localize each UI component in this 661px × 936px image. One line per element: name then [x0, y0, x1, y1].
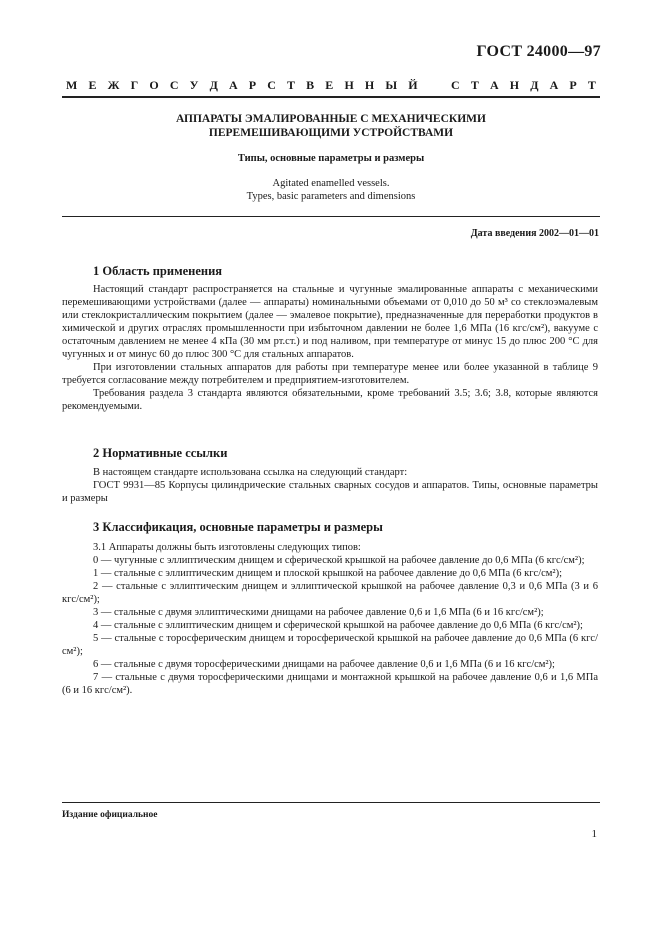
- paragraph: В настоящем стандарте использована ссылка на следующий стандарт:: [93, 467, 408, 478]
- section-1-heading: 1 Область применения: [93, 264, 223, 278]
- paragraph: Требования раздела 3 стандарта являются обязательными, кроме требований 3.5; 3.6; 3.8, которые являются рекомендуемыми.: [62, 388, 598, 412]
- list-item: 6 — стальные с двумя торосферическими днищами на рабочее давление 0,6 и 1,6 МПа (6 и 16 кгс/см²);: [93, 659, 555, 670]
- banner-letter: Р: [569, 78, 577, 92]
- standard-number: ГОСТ 24000—97: [476, 43, 601, 60]
- list-item: 1 — стальные с эллиптическим днищем и плоской крышкой на рабочее давление до 0,6 МПа (6 кгс/см²);: [93, 568, 562, 579]
- paragraph: ГОСТ 9931—85 Корпусы цилиндрические стальных сварных сосудов и аппаратов. Типы, основные параметры и размеры: [62, 480, 598, 504]
- page-number: 1: [591, 828, 597, 840]
- banner-letter: Ы: [385, 78, 398, 92]
- banner-letter: Д: [209, 78, 218, 92]
- banner-letter: Т: [287, 78, 296, 92]
- banner-letter: У: [189, 78, 199, 92]
- banner-letter: С: [451, 78, 460, 92]
- banner-letter: Т: [587, 78, 596, 92]
- title-line: АППАРАТЫ ЭМАЛИРОВАННЫЕ С МЕХАНИЧЕСКИМИ: [176, 113, 486, 125]
- footer-rule: [62, 802, 600, 803]
- banner-letter: Г: [130, 78, 139, 92]
- section-1-body: [62, 283, 598, 413]
- banner-letter: Д: [530, 78, 539, 92]
- list-item: 2 — стальные с эллиптическим днищем и эллиптической крышкой на рабочее давление 0,3 и 0,6 МПа (3 и 6 кгс/см²);: [62, 581, 598, 605]
- document-subtitle: Типы, основные параметры и размеры: [237, 153, 425, 164]
- list-item: 0 — чугунные с эллиптическим днищем и сферической крышкой на рабочее давление до 0,6 МПа (6 кгс/см²);: [93, 555, 585, 566]
- header-rule: [62, 96, 600, 98]
- banner-letter: Т: [470, 78, 479, 92]
- banner-letter: Й: [408, 78, 418, 92]
- banner-letter: Н: [344, 78, 354, 92]
- banner-letter: С: [267, 78, 276, 92]
- english-title-line: Agitated enamelled vessels.: [272, 178, 390, 189]
- banner-letter: Е: [325, 78, 334, 92]
- banner-letter: Ж: [107, 78, 120, 92]
- banner-letter: Е: [88, 78, 97, 92]
- document-title: [62, 112, 600, 140]
- paragraph: Настоящий стандарт распространяется на стальные и чугунные эмалированные аппараты с механическими перемешивающими устройствами (далее — аппараты) номинальными объемами от 0,010 до 50 м³ со стеклоэмалевым или стеклокристаллическим покрытием (далее — эмалевое покрытие), предназначенные для переработки продуктов в химической и других отраслях промышленности при избыточном давлении не более 1,6 МПа (16 кгс/см²), вакууме с остаточным давлением не менее 4 кПа (30 мм рт.ст.) и под наливом, при температуре от минус 15 до плюс 200 °С для чугунных и от минус 60 до плюс 300 °С для стальных аппаратов.: [62, 284, 598, 360]
- banner-letter: С: [169, 78, 179, 92]
- banner-letter: Н: [364, 78, 375, 92]
- title-line: ПЕРЕМЕШИВАЮЩИМИ УСТРОЙСТВАМИ: [208, 127, 454, 139]
- edition-note: Издание официальное: [62, 810, 158, 820]
- banner-letter: Р: [248, 78, 257, 92]
- banner-letter: М: [66, 78, 78, 92]
- banner-letter: А: [549, 78, 559, 92]
- list-item: 7 — стальные с двумя торосферическими днищами и монтажной крышкой на рабочее давление 0,6 и 1,6 МПа (6 и 16 кгс/см²).: [62, 672, 598, 696]
- paragraph: 3.1 Аппараты должны быть изготовлены следующих типов:: [93, 542, 361, 553]
- standard-banner: [66, 78, 596, 93]
- paragraph: При изготовлении стальных аппаратов для работы при температуре менее или более указанной в таблице 9 требуется согласование между потребителем и предприятием-изготовителем.: [62, 362, 598, 386]
- english-title: [62, 178, 600, 203]
- banner-letter: А: [489, 78, 499, 92]
- list-item: 5 — стальные с торосферическим днищем и торосферической крышкой на рабочее давление до 0,6 МПа (6 кгс/см²);: [62, 633, 598, 657]
- section-2-heading: 2 Нормативные ссылки: [93, 446, 228, 460]
- banner-letter: О: [149, 78, 159, 92]
- banner-letter: Н: [509, 78, 520, 92]
- banner-letter: А: [228, 78, 238, 92]
- section-3-heading: 3 Классификация, основные параметры и размеры: [93, 520, 383, 534]
- section-3-body: [62, 541, 598, 697]
- section-2-body: [62, 466, 598, 505]
- list-item: 3 — стальные с двумя эллиптическими днищами на рабочее давление 0,6 и 1,6 МПа (6 и 16 кгс/см²);: [93, 607, 544, 618]
- banner-letter: В: [306, 78, 315, 92]
- english-title-line: Types, basic parameters and dimensions: [246, 190, 416, 202]
- introduction-date: Дата введения 2002—01—01: [470, 228, 599, 239]
- list-item: 4 — стальные с эллиптическим днищем и сферической крышкой на рабочее давление до 0,6 МПа (6 кгс/см²);: [93, 620, 583, 631]
- title-rule: [62, 216, 600, 217]
